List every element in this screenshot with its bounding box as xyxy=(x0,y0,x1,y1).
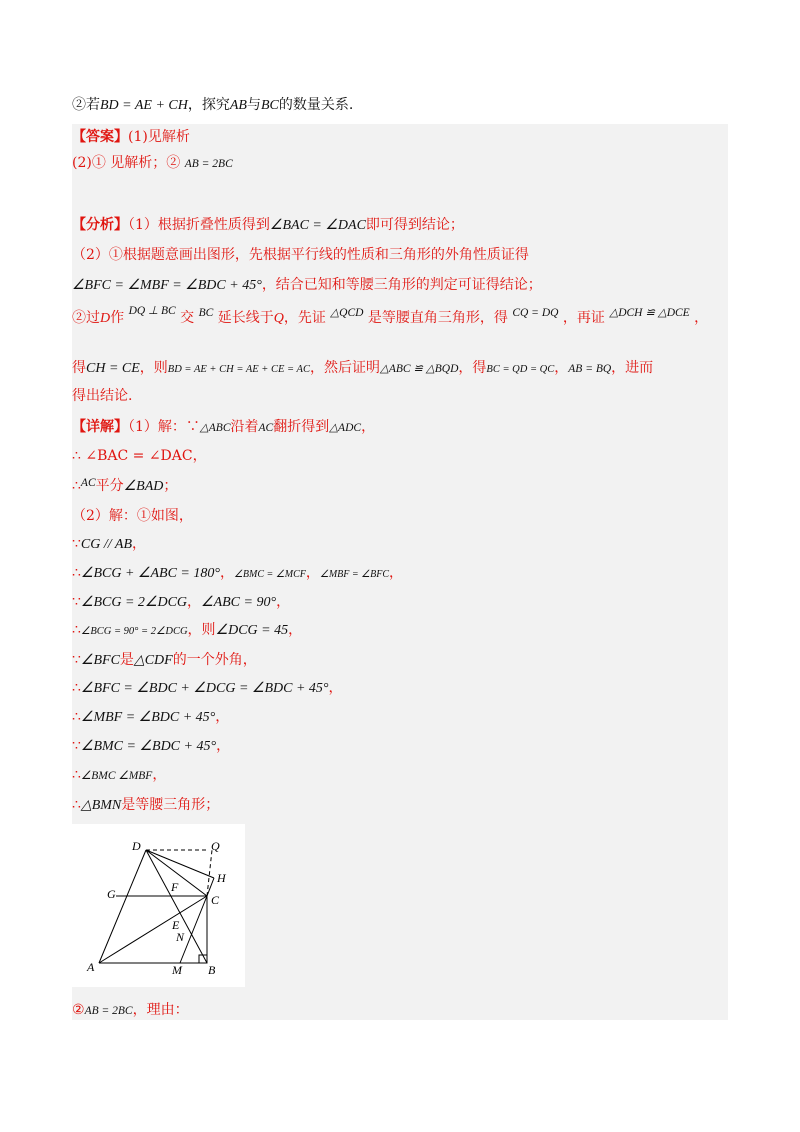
label-d: D xyxy=(132,839,141,853)
label-q: Q xyxy=(211,839,220,853)
detail-line-5: ∵CG // AB， xyxy=(72,536,146,552)
analysis-line-2: （2）①根据题意画出图形，先根据平行线的性质和三角形的外角性质证得 xyxy=(72,247,529,263)
analysis-line-1: 【分析】（1）根据折叠性质得到∠BAC = ∠DAC即可得到结论； xyxy=(72,217,464,233)
detail-line-2: ∴ ∠BAC = ∠DAC， xyxy=(72,448,207,464)
label-m: M xyxy=(172,963,182,977)
detail-line-4: （2）解：①如图， xyxy=(72,508,193,524)
segment-mc xyxy=(180,896,207,963)
detail-line-6: ∴∠BCG + ∠ABC = 180°，∠BMC = ∠MCF，∠MBF = ∠BFC， xyxy=(72,565,403,581)
label-c: C xyxy=(211,893,220,907)
detail-line-11: ∴∠MBF = ∠BDC + 45°， xyxy=(72,709,230,725)
label-a: A xyxy=(87,960,95,974)
detail-line-8: ∴∠BCG = 90° = 2∠DCG，则∠DCG = 45， xyxy=(72,622,303,638)
label-e: E xyxy=(172,918,180,932)
analysis-line-5: 得CH = CE，则BD = AE + CH = AE + CE = AC，然后证明△ABC ≌ △BQD，得BC = QD = QC，AB = BQ，进而 xyxy=(72,360,654,376)
detail-line-9: ∵∠BFC是△CDF的一个外角， xyxy=(72,652,257,668)
label-h: H xyxy=(217,871,226,885)
analysis-line-3: ∠BFC = ∠MBF = ∠BDC + 45°，结合已知和等腰三角形的判定可证得结论； xyxy=(72,277,542,293)
detail-line-7: ∵∠BCG = 2∠DCG，∠ABC = 90°， xyxy=(72,594,291,610)
segment-dh xyxy=(146,850,214,878)
segment-ac xyxy=(99,896,207,963)
segment-db xyxy=(146,850,207,963)
analysis-line-4: ②过D作 $^{DQ \perp BC}$ 交 $^{BC}$ 延长线于Q，先证 $^{\triangle QCD}$ 是等腰直角三角形，得 $^{CQ = DQ}$ ，再证 $^{\triangle DCH ≌ \triangle DCE}$ ， xyxy=(72,305,709,326)
segment-ad xyxy=(99,850,146,963)
detail-line-1: 【详解】（1）解：∵△ABC沿着AC翻折得到△ADC， xyxy=(72,419,376,435)
answer-line-1: 【答案】(1)见解析 xyxy=(72,129,190,145)
label-g: G xyxy=(107,887,116,901)
detail-line-12: ∵∠BMC = ∠BDC + 45°， xyxy=(72,738,231,754)
detail-line-10: ∴∠BFC = ∠BDC + ∠DCG = ∠BDC + 45°， xyxy=(72,680,343,696)
question-2-line: ②若BD = AE + CH，探究AB与BC的数量关系. xyxy=(72,97,354,113)
label-b: B xyxy=(208,963,216,977)
label-n: N xyxy=(176,930,185,944)
geometry-figure xyxy=(72,824,245,987)
label-f: F xyxy=(171,880,179,894)
geometry-diagram xyxy=(72,824,245,987)
answer-line-2: (2)① 见解析；② AB = 2BC xyxy=(72,155,233,171)
detail-line-13: ∴∠BMC ∠MBF， xyxy=(72,767,167,783)
detail-line-14: ∴△BMN是等腰三角形； xyxy=(72,797,220,813)
analysis-line-6: 得出结论. xyxy=(72,388,133,404)
detail-line-15: ②AB = 2BC，理由： xyxy=(72,1002,189,1018)
detail-line-3: ∴$^{AC}$平分∠BAD； xyxy=(72,477,178,494)
